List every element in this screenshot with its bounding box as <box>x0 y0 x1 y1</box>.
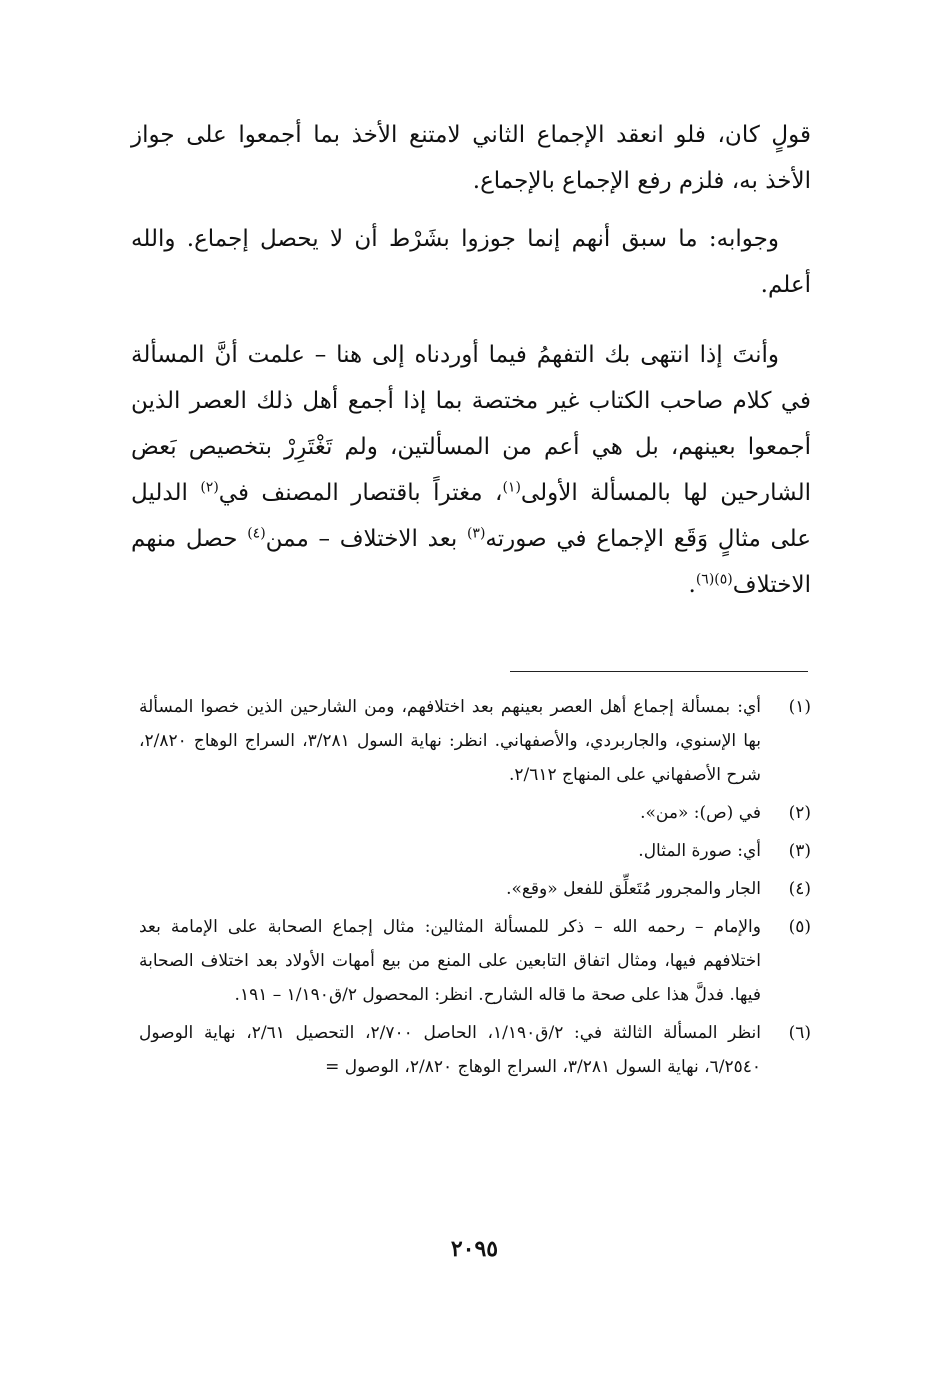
footnote-marker-1[interactable]: (١) <box>502 479 521 496</box>
footnote-3 <box>139 834 811 868</box>
footnote-5 <box>139 910 811 1012</box>
paragraph-3-part-b: ، مغتراً باقتصار المصنف في <box>218 480 503 506</box>
paragraph-2: وجوابه: ما سبق أنهم إنما جوزوا بشَرْط أن لا يحصل إجماع. والله أعلم. <box>131 226 811 298</box>
footnote-marker-6[interactable]: (٦) <box>695 571 715 588</box>
footnote-6 <box>139 1016 811 1084</box>
paragraph-1: قولٍ كان، فلو انعقد الإجماع الثاني لامتنع الأخذ بما أجمعوا على جواز الأخذ به، فلزم رفع الإجماع بالإجماع. <box>131 122 811 194</box>
footnote-marker-4[interactable]: (٤) <box>247 525 266 542</box>
footnote-text: والإمام – رحمه الله – ذكر للمسألة المثالين: مثال إجماع الصحابة على الإمامة بعد اختلافهم فيها، ومثال اتفاق التابعين على المنع من بيع أمهات الأولاد بعد اختلاف الصحابة فيها. فدلَّ هذا على صحة ما قاله الشارح. انظر: المحصول ٢/ق١/١٩٠ – ١٩١. <box>139 917 761 1005</box>
footnote-marker-3[interactable]: (٣) <box>466 525 486 542</box>
paragraph-3 <box>131 332 811 608</box>
footnote-number: (١) <box>788 697 811 717</box>
paragraph-3-part-a: وأنتَ إذا انتهى بك التفهمُ فيما أوردناه إلى هنا – علمت أنَّ المسألة في كلام صاحب الكتاب غير مختصة بما إذا أجمع أهل ذلك العصر الذين أجمعوا بعينهم، بل هي أعم من المسألتين، ولم تَغْتَرِرْ بتخصيص بَعض الشارحين لها بالمسألة الأولى <box>131 342 811 506</box>
footnote-2 <box>139 796 811 830</box>
footnote-1 <box>139 690 811 792</box>
footnote-number: (٥) <box>788 917 811 937</box>
footnote-text: في (ص): «من». <box>640 803 761 823</box>
footnotes <box>139 690 811 1088</box>
footnote-marker-5[interactable]: (٥) <box>714 571 733 588</box>
footnote-number: (٤) <box>788 879 811 899</box>
footnote-text: أي: بمسألة إجماع أهل العصر بعينهم بعد اختلافهم، ومن الشارحين الذين خصوا المسألة بها الإسنوي، والجاربردي، والأصفهاني. انظر: نهاية السول ٣/٢٨١، السراج الوهاج ٢/٨٢٠، شرح الأصفهاني على المنهاج ٢/٦١٢. <box>139 697 761 785</box>
paragraph-3-end: . <box>688 572 696 598</box>
footnote-text: أي: صورة المثال. <box>638 841 761 861</box>
paragraph-3-part-d: بعد الاختلاف – ممن <box>265 526 467 552</box>
footnote-4 <box>139 872 811 906</box>
footnote-number: (٦) <box>788 1023 811 1043</box>
footnote-text: انظر المسألة الثالثة في: ٢/ق١/١٩٠، الحاصل ٢/٧٠٠، التحصيل ٢/٦١، نهاية الوصول ٦/٢٥٤٠، نهاية السول ٣/٢٨١، السراج الوهاج ٢/٨٢٠، الوصول = <box>139 1023 761 1077</box>
main-text <box>131 112 811 608</box>
footnote-number: (٣) <box>788 841 811 861</box>
footnote-text: الجار والمجرور مُتَعلِّق للفعل «وقع». <box>506 879 761 899</box>
page-number: ٢٠٩٥ <box>450 1236 499 1262</box>
paragraph-3-part-e: حصل منهم الاختلاف <box>131 526 811 598</box>
paragraph-3-part-c: الدليل على مثالٍ وَقَع الإجماع في صورته <box>131 480 812 552</box>
footnote-separator <box>510 671 808 672</box>
footnote-marker-2[interactable]: (٢) <box>200 479 219 496</box>
footnote-number: (٢) <box>788 803 811 823</box>
